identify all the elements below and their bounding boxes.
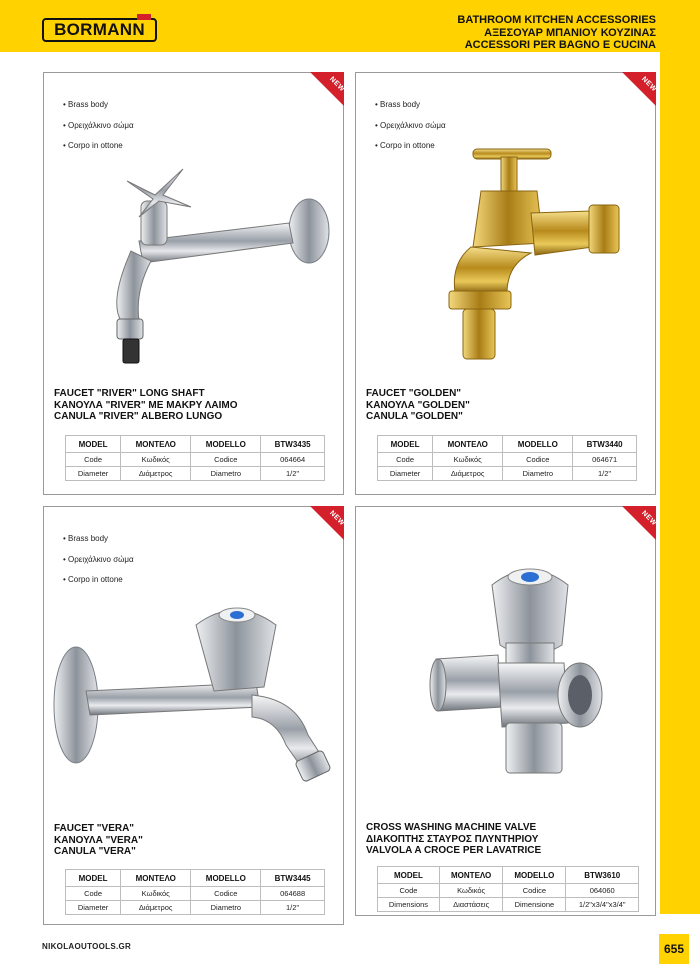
yellow-side-strip: [660, 52, 700, 914]
spec-row: [66, 467, 325, 481]
feature-item: • Ορειχάλκινο σώμα: [63, 120, 134, 130]
spec-header-cell: MODEL: [378, 436, 433, 453]
spec-cell: Dimensione: [503, 898, 566, 912]
spec-cell: 064060: [566, 884, 639, 898]
section-title-it: ACCESSORI PER BAGNO E CUCINA: [464, 39, 656, 51]
feature-item: • Brass body: [375, 100, 421, 109]
logo-flag-icon: [137, 14, 151, 20]
cross-valve-image: [428, 555, 608, 795]
feature-item: • Corpo in ottone: [63, 575, 123, 584]
spec-cell: Codice: [191, 453, 261, 467]
product-title: [54, 388, 238, 423]
spec-header-row: [66, 436, 325, 453]
title-el: ΚΑΝΟΥΛΑ "RIVER" ΜΕ ΜΑΚΡΥ ΛΑΙΜΟ: [54, 399, 238, 411]
spec-cell: Διάμετρος: [433, 467, 503, 481]
spec-header-cell: ΜΟΝΤΕΛΟ: [439, 867, 502, 884]
new-badge: NEW: [310, 506, 344, 540]
spec-header-cell: MODELLO: [191, 870, 261, 887]
spec-header-cell: MODEL: [378, 867, 440, 884]
feature-item: • Corpo in ottone: [63, 141, 123, 150]
product-title: [366, 822, 541, 857]
product-card-golden: [355, 72, 656, 495]
spec-cell: Code: [378, 453, 433, 467]
spec-cell: 064688: [261, 887, 325, 901]
spec-table: [65, 869, 325, 915]
spec-row: [378, 453, 637, 467]
spec-row: [378, 884, 639, 898]
spec-cell: Code: [66, 453, 121, 467]
spec-header-row: [66, 870, 325, 887]
spec-header-row: [378, 867, 639, 884]
feature-list: [63, 533, 134, 595]
spec-cell: Diametro: [191, 901, 261, 915]
title-en: CROSS WASHING MACHINE VALVE: [366, 822, 537, 833]
spec-cell: Codice: [503, 453, 573, 467]
spec-cell: 064671: [573, 453, 637, 467]
spec-table: [377, 866, 639, 912]
spec-cell: 1/2'': [261, 467, 325, 481]
brand-logo: [42, 18, 157, 42]
new-badge: NEW: [622, 72, 656, 106]
spec-cell: Diameter: [66, 467, 121, 481]
product-title: [366, 388, 470, 423]
section-title-el: ΑΞΕΣΟΥΑΡ ΜΠΑΝΙΟΥ ΚΟΥΖΙΝΑΣ: [484, 26, 656, 39]
spec-header-cell: MODELLO: [503, 436, 573, 453]
product-card-vera: [43, 506, 344, 925]
spec-cell: 1/2'': [261, 901, 325, 915]
spec-cell: 064664: [261, 453, 325, 467]
title-en: FAUCET "RIVER" LONG SHAFT: [54, 388, 205, 399]
spec-cell: Διάμετρος: [121, 901, 191, 915]
feature-item: • Corpo in ottone: [375, 141, 435, 150]
spec-cell: Κωδικός: [439, 884, 502, 898]
spec-header-cell: MODEL: [66, 436, 121, 453]
spec-row: [378, 467, 637, 481]
spec-cell: Diameter: [66, 901, 121, 915]
feature-item: • Brass body: [63, 534, 109, 543]
spec-cell: Codice: [503, 884, 566, 898]
spec-cell: Codice: [191, 887, 261, 901]
spec-header-cell: MODELLO: [191, 436, 261, 453]
spec-row: [378, 898, 639, 912]
feature-item: • Ορειχάλκινο σώμα: [375, 120, 446, 130]
catalog-section-title: [457, 14, 656, 52]
title-el: ΔΙΑΚΟΠΤΗΣ ΣΤΑΥΡΟΣ ΠΛΥΝΤΗΡΙΟΥ: [366, 833, 539, 845]
spec-header-cell: MODEL: [66, 870, 121, 887]
spec-header-cell: ΜΟΝΤΕΛΟ: [121, 436, 191, 453]
title-it: CANULA "RIVER" ALBERO LUNGO: [54, 411, 223, 422]
product-card-river: [43, 72, 344, 495]
spec-header-cell: BTW3440: [573, 436, 637, 453]
spec-cell: 1/2'': [573, 467, 637, 481]
spec-header-cell: MODELLO: [503, 867, 566, 884]
spec-cell: Code: [66, 887, 121, 901]
spec-cell: Diametro: [503, 467, 573, 481]
spec-header-cell: BTW3435: [261, 436, 325, 453]
title-it: CANULA "GOLDEN": [366, 411, 463, 422]
new-badge: NEW: [622, 506, 656, 540]
new-badge: NEW: [310, 72, 344, 106]
title-el: ΚΑΝΟΥΛΑ "GOLDEN": [366, 399, 470, 411]
spec-cell: Κωδικός: [121, 887, 191, 901]
spec-header-row: [378, 436, 637, 453]
spec-cell: Dimensions: [378, 898, 440, 912]
faucet-river-image: [79, 151, 339, 373]
footer-website: NIKOLAOUTOOLS.GR: [42, 942, 132, 951]
spec-cell: Diametro: [191, 467, 261, 481]
spec-cell: 1/2"x3/4"x3/4": [566, 898, 639, 912]
spec-table: [65, 435, 325, 481]
spec-header-cell: BTW3445: [261, 870, 325, 887]
title-it: CANULA "VERA": [54, 846, 136, 857]
feature-item: • Ορειχάλκινο σώμα: [63, 554, 134, 564]
spec-cell: Διαστάσεις: [439, 898, 502, 912]
title-el: ΚΑΝΟΥΛΑ "VERA": [54, 834, 143, 846]
section-title-en: BATHROOM KITCHEN ACCESSORIES: [457, 14, 656, 26]
title-it: VALVOLA A CROCE PER LAVATRICE: [366, 845, 542, 856]
spec-row: [66, 453, 325, 467]
faucet-vera-image: [46, 595, 336, 795]
spec-header-cell: BTW3610: [566, 867, 639, 884]
spec-row: [66, 887, 325, 901]
spec-cell: Διάμετρος: [121, 467, 191, 481]
spec-cell: Κωδικός: [121, 453, 191, 467]
title-en: FAUCET "GOLDEN": [366, 388, 462, 399]
title-en: FAUCET "VERA": [54, 823, 135, 834]
brand-name: BORMANN: [54, 20, 145, 39]
spec-header-cell: ΜΟΝΤΕΛΟ: [121, 870, 191, 887]
spec-cell: Κωδικός: [433, 453, 503, 467]
spec-cell: Diameter: [378, 467, 433, 481]
feature-item: • Brass body: [63, 100, 109, 109]
product-card-cross-valve: [355, 506, 656, 916]
product-title: [54, 823, 143, 858]
spec-cell: Code: [378, 884, 440, 898]
faucet-golden-image: [411, 143, 641, 373]
page-number: 655: [659, 934, 689, 964]
spec-table: [377, 435, 637, 481]
spec-header-cell: ΜΟΝΤΕΛΟ: [433, 436, 503, 453]
spec-row: [66, 901, 325, 915]
